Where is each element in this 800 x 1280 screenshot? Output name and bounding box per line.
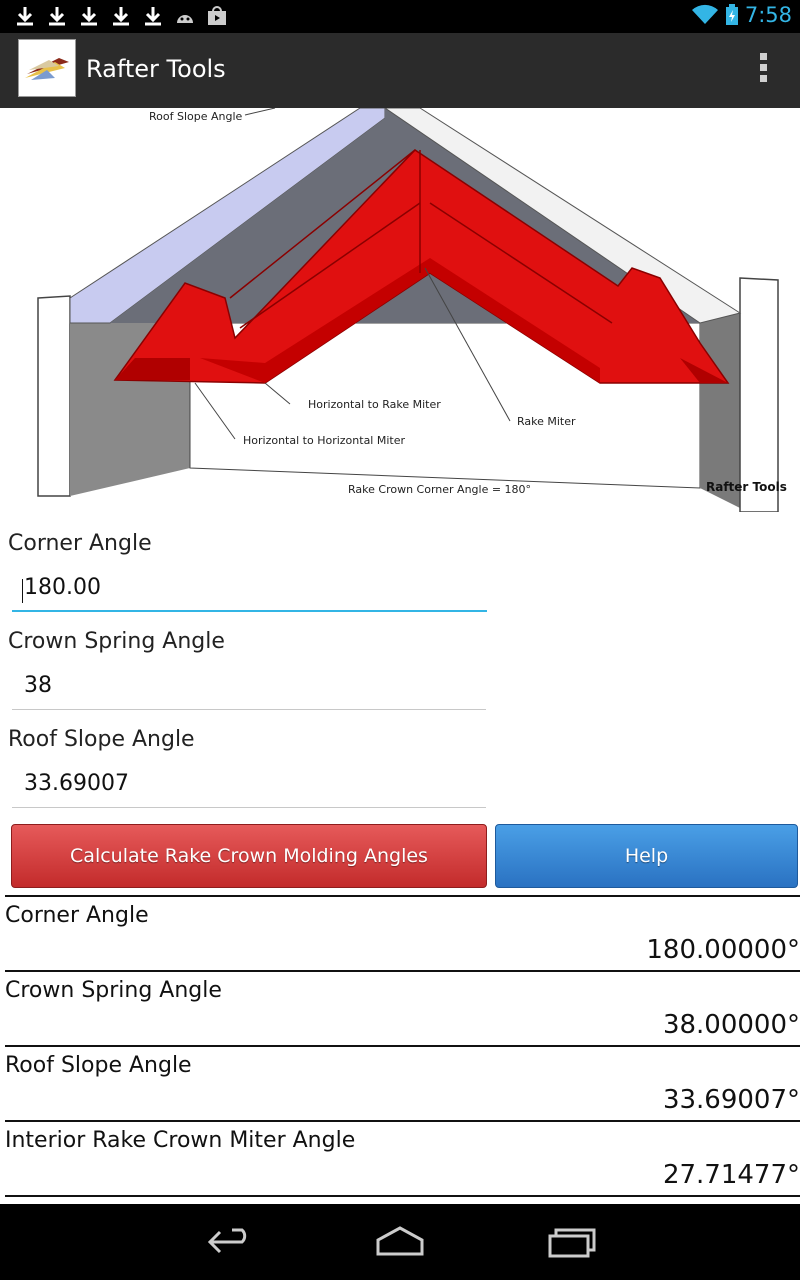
watermark: Rafter Tools [706, 480, 787, 494]
back-icon[interactable] [204, 1224, 256, 1260]
calculate-button[interactable]: Calculate Rake Crown Molding Angles [11, 824, 487, 888]
divider [5, 970, 800, 972]
divider [5, 1120, 800, 1122]
notification-icons [14, 5, 228, 27]
download-icon [110, 5, 132, 27]
corner-angle-label: Corner Angle [8, 531, 152, 556]
app-logo-icon[interactable] [18, 39, 76, 97]
divider [5, 1045, 800, 1047]
rake-crown-illustration [0, 108, 800, 512]
download-icon [14, 5, 36, 27]
download-icon [46, 5, 68, 27]
divider [5, 895, 800, 897]
home-icon[interactable] [374, 1224, 426, 1260]
result-spring-angle-label: Crown Spring Angle [5, 978, 222, 1003]
corner-angle-underline [12, 610, 487, 612]
result-corner-angle-label: Corner Angle [5, 903, 149, 928]
result-corner-angle-value: 180.00000° [646, 935, 800, 965]
divider [5, 1195, 800, 1197]
label-corner-angle: Rake Crown Corner Angle = 180° [348, 483, 532, 496]
roof-slope-underline [12, 807, 486, 808]
system-indicators [691, 3, 792, 27]
roof-slope-input[interactable]: 33.69007 [24, 771, 129, 796]
recent-apps-icon[interactable] [546, 1224, 598, 1260]
wifi-icon [691, 4, 719, 26]
spring-angle-underline [12, 709, 486, 710]
text-cursor [22, 579, 23, 603]
help-button[interactable]: Help [495, 824, 798, 888]
result-miter-angle-label: Interior Rake Crown Miter Angle [5, 1128, 356, 1153]
spring-angle-label: Crown Spring Angle [8, 629, 225, 654]
action-bar [0, 33, 800, 108]
clock: 7:58 [744, 3, 792, 27]
result-miter-angle-value: 27.71477° [662, 1160, 800, 1190]
android-icon [174, 5, 196, 27]
corner-angle-input[interactable]: 180.00 [24, 575, 101, 600]
result-roof-slope-value: 33.69007° [662, 1085, 800, 1115]
roof-slope-label: Roof Slope Angle [8, 727, 195, 752]
overflow-menu-icon[interactable] [760, 53, 770, 89]
shopping-bag-icon [206, 5, 228, 27]
result-spring-angle-value: 38.00000° [662, 1010, 800, 1040]
download-icon [142, 5, 164, 27]
spring-angle-input[interactable]: 38 [24, 673, 52, 698]
download-icon [78, 5, 100, 27]
label-h-to-h: Horizontal to Horizontal Miter [243, 434, 406, 447]
label-rake-miter: Rake Miter [517, 415, 576, 428]
navigation-bar [0, 1204, 800, 1280]
result-roof-slope-label: Roof Slope Angle [5, 1053, 192, 1078]
label-h-to-rake: Horizontal to Rake Miter [308, 398, 441, 411]
rafter-logo [19, 40, 75, 96]
status-bar [0, 0, 800, 33]
label-roof-slope: Roof Slope Angle [149, 110, 243, 123]
app-title: Rafter Tools [86, 55, 226, 83]
battery-icon [725, 4, 739, 26]
